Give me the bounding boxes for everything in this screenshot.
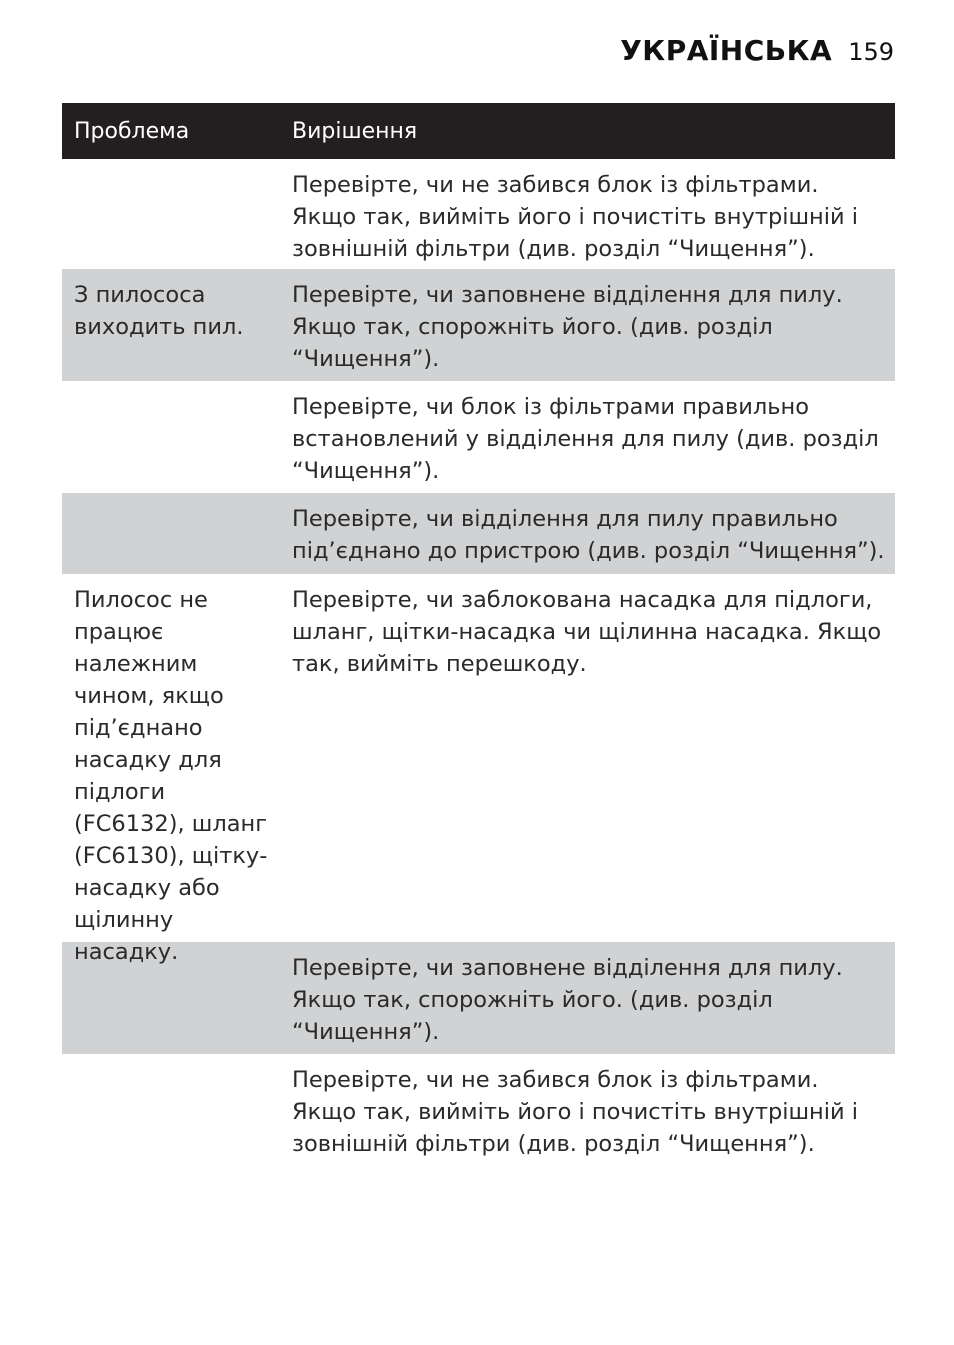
solution-cell: Перевірте, чи блок із фільтрами правильно встановлений у відділення для пилу (див. розділ “Чищення”). bbox=[292, 394, 879, 484]
problem-cell: З пилососа виходить пил. bbox=[74, 282, 244, 340]
table-row bbox=[62, 381, 895, 493]
problem-cell bbox=[62, 493, 281, 574]
column-header-solution: Вирішення bbox=[292, 118, 418, 144]
table-header bbox=[62, 103, 895, 159]
table-row bbox=[62, 1054, 895, 1166]
problem-cell bbox=[62, 381, 281, 493]
problem-cell bbox=[62, 159, 281, 269]
table-row bbox=[62, 942, 895, 1054]
language-title: УКРАЇНСЬКА bbox=[620, 34, 833, 67]
solution-cell: Перевірте, чи заповнене відділення для пилу. Якщо так, спорожніть його. (див. розділ “Чищення”). bbox=[292, 955, 843, 1045]
table-row bbox=[62, 159, 895, 269]
solution-cell: Перевірте, чи заблокована насадка для підлоги, шланг, щітки-насадка чи щілинна насадка. Якщо так, вийміть перешкоду. bbox=[292, 587, 882, 677]
problem-cell bbox=[62, 1054, 281, 1166]
solution-cell: Перевірте, чи відділення для пилу правильно під’єднано до пристрою (див. розділ “Чищення”). bbox=[292, 506, 885, 564]
solution-cell: Перевірте, чи заповнене відділення для пилу. Якщо так, спорожніть його. (див. розділ “Чищення”). bbox=[292, 282, 843, 372]
table-row bbox=[62, 269, 895, 381]
page-number: 159 bbox=[848, 38, 894, 66]
solution-cell: Перевірте, чи не забився блок із фільтрами. Якщо так, вийміть його і почистіть внутрішній і зовнішній фільтри (див. розділ “Чищення”). bbox=[292, 1067, 859, 1157]
column-header-problem: Проблема bbox=[74, 118, 190, 144]
troubleshooting-table bbox=[62, 103, 895, 1166]
solution-cell: Перевірте, чи не забився блок із фільтрами. Якщо так, вийміть його і почистіть внутрішній і зовнішній фільтри (див. розділ “Чищення”). bbox=[292, 172, 859, 262]
page-header bbox=[620, 34, 894, 67]
problem-cell: Пилосос не працює належним чином, якщо під’єднано насадку для підлоги (FC6132), шланг (FC6130), щітку-насадку або щілинну насадку. bbox=[74, 587, 268, 965]
table-row bbox=[62, 574, 895, 965]
problem-cell bbox=[62, 942, 281, 1054]
table-row bbox=[62, 493, 895, 574]
